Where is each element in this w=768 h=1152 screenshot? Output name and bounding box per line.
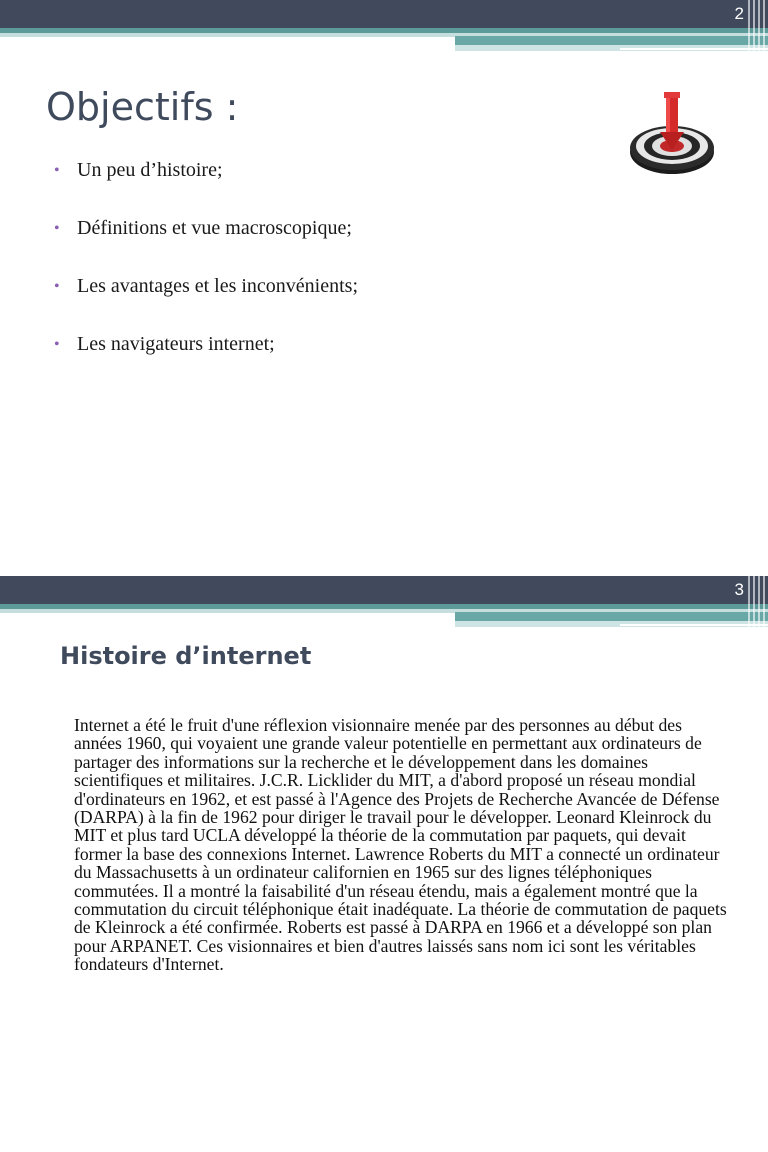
header-decoration-lines [746, 576, 768, 632]
bullet-list [54, 156, 358, 388]
page-number: 3 [734, 580, 744, 599]
list-item [54, 272, 358, 301]
bullet-icon: • [54, 278, 60, 295]
slide-header-bar [0, 576, 768, 604]
bullet-text: Les avantages et les inconvénients; [77, 275, 359, 297]
bullet-icon: • [54, 162, 60, 179]
bullet-text: Un peu d’histoire; [77, 159, 223, 181]
section-title: Histoire d’internet [60, 642, 312, 670]
slide-header-bar [0, 0, 768, 28]
header-accent-band-right [455, 612, 768, 621]
slide-title: Objectifs : [46, 85, 239, 129]
list-item [54, 330, 358, 359]
page-number: 2 [734, 4, 744, 23]
bullet-text: Les navigateurs internet; [77, 333, 275, 355]
header-decoration-lines [746, 0, 768, 56]
list-item [54, 156, 358, 185]
bullet-icon: • [54, 220, 60, 237]
target-icon [626, 88, 718, 180]
header-accent-band-right [455, 36, 768, 45]
bullet-icon: • [54, 336, 60, 353]
list-item [54, 214, 358, 243]
bullet-text: Définitions et vue macroscopique; [77, 217, 352, 239]
body-text: Internet a été le fruit d'une réflexion visionnaire menée par des personnes au début des années 1960, qui voyaient une grande valeur potentielle en permettant aux ordinateurs de partager des informations sur la recherche et le développement dans les domaines scientifiques et militaires. J.C.R. Licklider du MIT, a d'abord proposé un réseau mondial d'ordinateurs en 1962, et est passé à l'Agence des Projets de Recherche Avancée de Défense (DARPA) à la fin de 1962 pour diriger le travail pour le développer. Leonard Kleinrock du MIT et plus tard UCLA développé la théorie de la commutation par paquets, qui devait former la base des connexions Internet. Lawrence Roberts du MIT a connecté un ordinateur du Massachusetts à un ordinateur californien en 1965 sur des lignes téléphoniques commutées. Il a montré la faisabilité d'un réseau étendu, mais a également montré que la commutation du circuit téléphonique était inadéquate. La théorie de commutation de paquets de Kleinrock a été confirmée. Roberts est passé à DARPA en 1966 et a développé son plan pour ARPANET. Ces visionnaires et bien d'autres laissés sans nom ici sont les véritables fondateurs d'Internet. [74, 715, 727, 975]
